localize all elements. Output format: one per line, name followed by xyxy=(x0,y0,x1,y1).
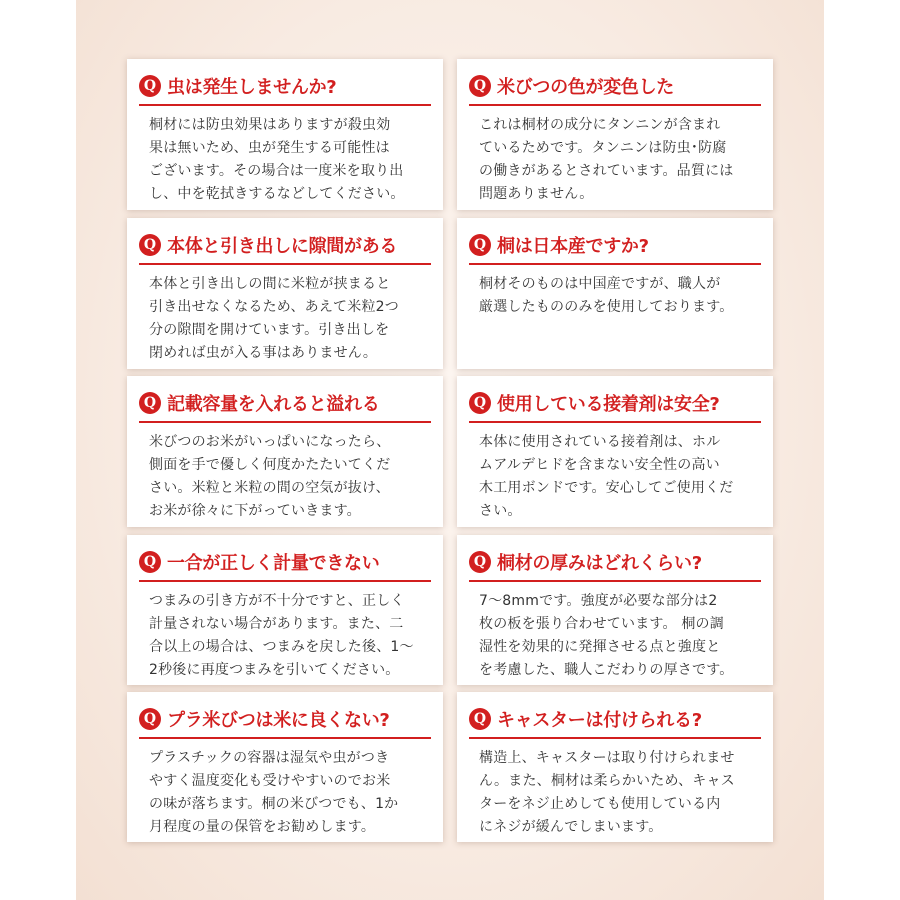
answer-line: これは桐材の成分にタンニンが含まれ xyxy=(479,117,721,133)
faq-card xyxy=(457,692,773,842)
faq-question: 本体と引き出しに隙間がある xyxy=(167,235,398,257)
faq-answer xyxy=(149,747,429,839)
answer-line: ん。また、桐材は柔らかいため、キャス xyxy=(479,773,735,789)
faq-question: キャスターは付けられる? xyxy=(497,709,702,731)
faq-card xyxy=(127,535,443,685)
answer-line: 桐材には防虫効果はありますが殺虫効 xyxy=(149,117,391,133)
faq-card xyxy=(457,218,773,369)
faq-question: 一合が正しく計量できない xyxy=(167,552,380,574)
answer-line: お米が徐々に下がっていきます。 xyxy=(149,503,361,519)
faq-question-header xyxy=(139,702,431,735)
faq-answer xyxy=(149,431,429,523)
divider xyxy=(469,263,761,265)
answer-line: の味が落ちます。桐の米びつでも、1か xyxy=(149,796,399,812)
divider xyxy=(139,263,431,265)
q-badge-icon: Q xyxy=(469,551,491,573)
faq-answer xyxy=(149,590,429,682)
faq-question-header xyxy=(139,69,431,102)
answer-line: 米びつのお米がいっぱいになったら、 xyxy=(149,434,391,450)
q-badge-icon: Q xyxy=(469,392,491,414)
faq-answer xyxy=(479,747,759,839)
answer-line: 分の隙間を開けています。引き出しを xyxy=(149,322,390,338)
answer-line: ムアルデヒドを含まない安全性の高い xyxy=(479,457,720,473)
answer-line: ございます。その場合は一度米を取り出 xyxy=(149,163,404,179)
answer-line: 厳選したもののみを使用しております。 xyxy=(479,299,734,315)
answer-line: やすく温度変化も受けやすいのでお米 xyxy=(149,773,391,789)
faq-question-header xyxy=(469,545,761,578)
q-badge-icon: Q xyxy=(469,234,491,256)
answer-line: 桐材そのものは中国産ですが、職人が xyxy=(479,276,721,292)
answer-line: 構造上、キャスターは取り付けられませ xyxy=(479,750,735,766)
answer-line: 月程度の量の保管をお勧めします。 xyxy=(149,819,376,835)
faq-question: 記載容量を入れると溢れる xyxy=(167,393,380,415)
faq-question-header xyxy=(139,545,431,578)
answer-line: の働きがあるとされています。品質には xyxy=(479,163,734,179)
divider xyxy=(139,421,431,423)
answer-line: 本体に使用されている接着剤は、ホル xyxy=(479,434,721,450)
answer-line: 枚の板を張り合わせています。 桐の調 xyxy=(479,616,724,632)
faq-question: 使用している接着剤は安全? xyxy=(497,393,720,415)
faq-card xyxy=(127,59,443,210)
answer-line: 合以上の場合は、つまみを戻した後、1～ xyxy=(149,639,414,655)
answer-line: を考慮した、職人こだわりの厚さです。 xyxy=(479,662,734,678)
faq-answer xyxy=(479,273,759,319)
answer-line: さい。 xyxy=(479,503,522,519)
divider xyxy=(469,104,761,106)
faq-card xyxy=(127,376,443,527)
q-badge-icon: Q xyxy=(139,551,161,573)
answer-line: 引き出せなくなるため、あえて米粒2つ xyxy=(149,299,399,315)
answer-line: ているためです。タンニンは防虫･防腐 xyxy=(479,140,727,156)
faq-answer xyxy=(479,431,759,523)
faq-question-header xyxy=(469,702,761,735)
faq-question: 桐材の厚みはどれくらい? xyxy=(497,552,702,574)
faq-question: 米びつの色が変色した xyxy=(497,76,674,98)
divider xyxy=(139,737,431,739)
faq-card xyxy=(127,692,443,842)
q-badge-icon: Q xyxy=(139,708,161,730)
faq-answer xyxy=(149,114,429,206)
answer-line: 7～8mmです。強度が必要な部分は2 xyxy=(479,593,718,609)
faq-question: 桐は日本産ですか? xyxy=(497,235,649,257)
divider xyxy=(139,104,431,106)
answer-line: 木工用ボンドです。安心してご使用くだ xyxy=(479,480,734,496)
faq-answer xyxy=(479,114,759,206)
answer-line: 閉めれば虫が入る事はありません。 xyxy=(149,345,378,361)
answer-line: 本体と引き出しの間に米粒が挟まると xyxy=(149,276,391,292)
faq-answer xyxy=(149,273,429,365)
answer-line: 問題ありません。 xyxy=(479,186,594,202)
answer-line: 果は無いため、虫が発生する可能性は xyxy=(149,140,390,156)
faq-card xyxy=(127,218,443,369)
answer-line: 計量されない場合があります。また、二 xyxy=(149,616,404,632)
faq-card xyxy=(457,535,773,685)
answer-line: さい。米粒と米粒の間の空気が抜け、 xyxy=(149,480,390,496)
q-badge-icon: Q xyxy=(139,392,161,414)
q-badge-icon: Q xyxy=(469,708,491,730)
faq-question: プラ米びつは米に良くない? xyxy=(167,709,390,731)
divider xyxy=(469,421,761,423)
answer-line: にネジが緩んでしまいます。 xyxy=(479,819,663,835)
answer-line: つまみの引き方が不十分ですと、正しく xyxy=(149,593,405,609)
divider xyxy=(469,737,761,739)
faq-question-header xyxy=(139,228,431,261)
faq-question-header xyxy=(139,386,431,419)
q-badge-icon: Q xyxy=(139,234,161,256)
answer-line: プラスチックの容器は湿気や虫がつき xyxy=(149,750,390,766)
answer-line: 側面を手で優しく何度かたたいてくだ xyxy=(149,457,391,473)
faq-card xyxy=(457,376,773,527)
divider xyxy=(469,580,761,582)
faq-card xyxy=(457,59,773,210)
answer-line: ターをネジ止めしても使用している内 xyxy=(479,796,721,812)
q-badge-icon: Q xyxy=(139,75,161,97)
faq-question: 虫は発生しませんか? xyxy=(167,76,337,98)
faq-question-header xyxy=(469,69,761,102)
faq-question-header xyxy=(469,228,761,261)
q-badge-icon: Q xyxy=(469,75,491,97)
faq-question-header xyxy=(469,386,761,419)
answer-line: 2秒後に再度つまみを引いてください。 xyxy=(149,662,400,678)
answer-line: し、中を乾拭きするなどしてください。 xyxy=(149,186,405,202)
answer-line: 湿性を効果的に発揮させる点と強度と xyxy=(479,639,721,655)
faq-answer xyxy=(479,590,759,682)
divider xyxy=(139,580,431,582)
